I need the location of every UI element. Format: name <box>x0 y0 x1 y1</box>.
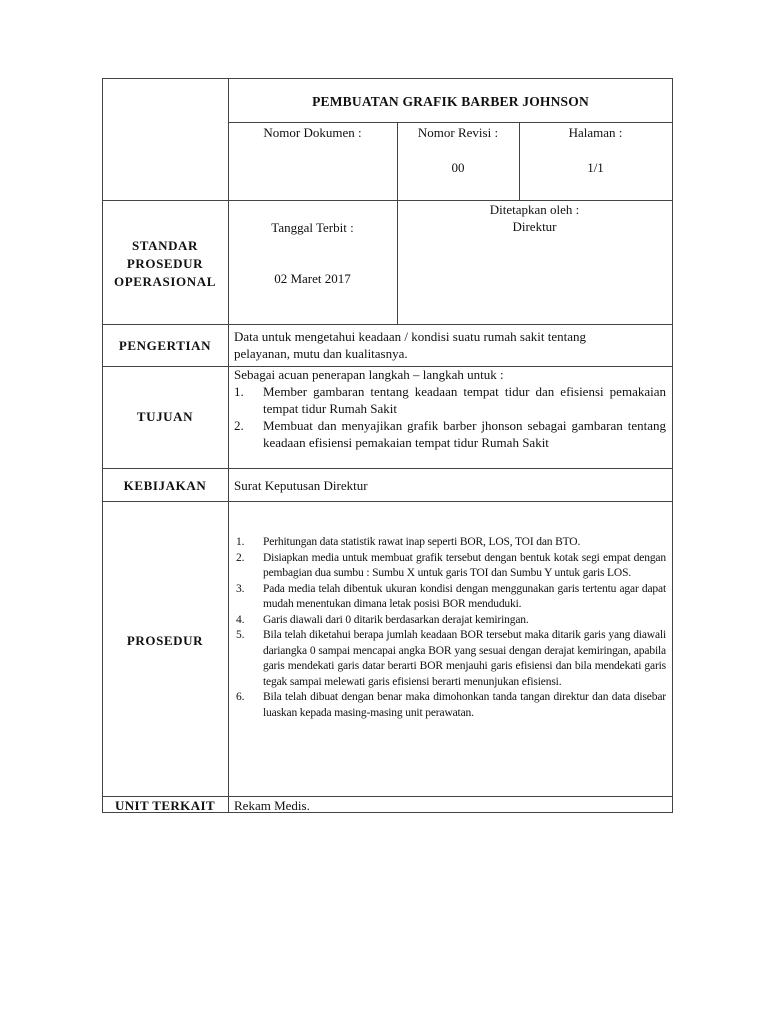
title-row-bottom <box>228 122 673 123</box>
kebijakan-value: Surat Keputusan Direktur <box>234 478 368 493</box>
list-item-number: 1. <box>236 536 245 548</box>
tujuan-list <box>234 383 666 451</box>
list-item-number: 5. <box>236 629 245 641</box>
tanggal-terbit-value: 02 Maret 2017 <box>274 271 351 286</box>
list-item-text: Disiapkan media untuk membuat grafik tersebut dengan bentuk kotak segi empat dengan pembagian dua sumbu : Sumbu X untuk garis TOI dan Sumbu Y untuk garis LOS. <box>263 551 666 579</box>
prosedur-list <box>236 535 666 721</box>
kebijakan-row-bottom <box>102 501 673 502</box>
list-item-number: 1. <box>234 384 244 399</box>
tujuan-label: TUJUAN <box>136 409 194 424</box>
list-item <box>236 582 666 613</box>
tanggal-terbit-label: Tanggal Terbit : <box>271 220 354 235</box>
nomor-revisi-label: Nomor Revisi : <box>417 125 499 140</box>
ditetapkan-value: Direktur <box>512 219 557 234</box>
list-item-text: Perhitungan data statistik rawat inap seperti BOR, LOS, TOI dan BTO. <box>263 536 581 548</box>
table-border-left <box>102 78 103 813</box>
document-title: PEMBUATAN GRAFIK BARBER JOHNSON <box>312 94 589 109</box>
list-item <box>236 628 666 690</box>
tujuan-row-bottom <box>102 468 673 469</box>
list-item <box>234 417 666 451</box>
ditetapkan-label: Ditetapkan oleh : <box>489 202 580 217</box>
unit-terkait-label: UNIT TERKAIT <box>114 798 216 813</box>
list-item-text: Membuat dan menyajikan grafik barber jhonson sebagai gambaran tentang keadaan efisiensi pemakaian tempat tidur Rumah Sakit <box>263 418 666 450</box>
table-border-top <box>102 78 673 79</box>
unit-terkait-value: Rekam Medis. <box>234 798 310 813</box>
list-item-number: 2. <box>234 418 244 433</box>
nomor-revisi-value: 00 <box>451 160 465 175</box>
sop-label-line-1: STANDAR <box>131 238 199 253</box>
sop-label-line-3: OPERASIONAL <box>114 274 216 289</box>
pengertian-label: PENGERTIAN <box>118 338 212 353</box>
list-item-text: Bila telah dibuat dengan benar maka dimohonkan tanda tangan direktur dan data disebar luaskan kepada masing-masing unit perawatan. <box>263 691 666 719</box>
list-item <box>236 613 666 629</box>
sop-label-line-2: PROSEDUR <box>126 256 204 271</box>
tujuan-intro: Sebagai acuan penerapan langkah – langkah untuk : <box>234 367 504 382</box>
list-item-number: 4. <box>236 613 245 626</box>
halaman-value: 1/1 <box>587 160 604 175</box>
kebijakan-label: KEBIJAKAN <box>123 478 207 493</box>
list-item-number: 2. <box>236 551 245 564</box>
list-item-number: 6. <box>236 691 245 703</box>
pengertian-text-line-1: Data untuk mengetahui keadaan / kondisi suatu rumah sakit tentang <box>234 329 586 344</box>
list-item <box>236 551 666 582</box>
pengertian-text-line-2: pelayanan, mutu dan kualitasnya. <box>234 346 408 361</box>
sop-row-bottom <box>102 324 673 325</box>
list-item <box>234 383 666 417</box>
prosedur-label: PROSEDUR <box>126 633 204 648</box>
list-item <box>236 690 666 721</box>
list-item-text: Bila telah diketahui berapa jumlah keadaan BOR tersebut maka ditarik garis yang diawali dariangka 0 sampai mencapai angka BOR yang sesuai dengan derajat kemiringan, apabila garis mendekati garis datar berarti BOR menjauhi garis efisiensi dan bila mendekati garis tegak sampai melewati garis efisiensi berarti menunjukan efisiensi. <box>263 629 666 688</box>
label-column-divider <box>228 78 229 813</box>
nomor-dokumen-label: Nomor Dokumen : <box>263 125 362 140</box>
table-border-right <box>672 78 673 813</box>
list-item-text: Garis diawali dari 0 ditarik berdasarkan derajat kemiringan. <box>263 613 529 626</box>
list-item-text: Member gambaran tentang keadaan tempat tidur dan efisiensi pemakaian tempat tidur Rumah Sakit <box>263 384 666 416</box>
list-item <box>236 535 666 551</box>
halaman-label: Halaman : <box>568 125 623 140</box>
list-item-text: Pada media telah dibentuk ukuran kondisi dengan menggunakan garis tertentu agar dapat mudah menentukan dimana letak posisi BOR menduduki. <box>263 582 666 610</box>
list-item-number: 3. <box>236 582 245 595</box>
